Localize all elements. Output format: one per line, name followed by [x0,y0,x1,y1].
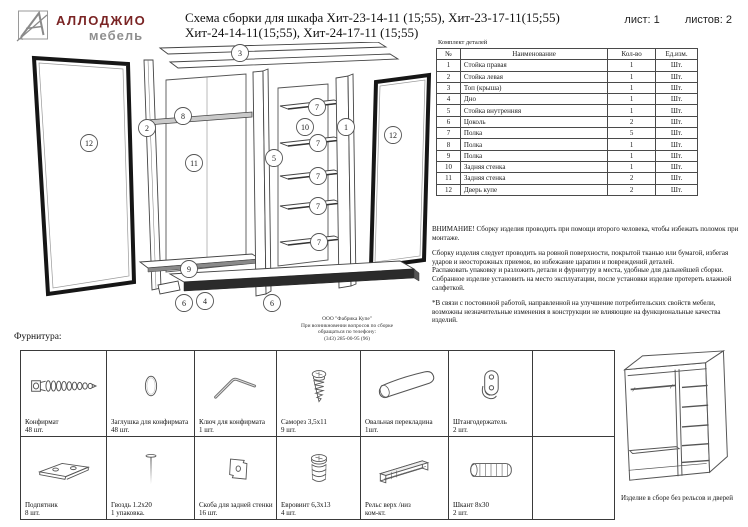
svg-text:7: 7 [316,138,320,148]
table-cell: Стойка внутренняя [460,105,607,116]
table-cell: 5 [608,128,656,139]
table-row [437,94,698,105]
table-row [437,60,698,71]
svg-text:11: 11 [190,158,198,168]
table-cell: Стойка правая [460,60,607,71]
sheets-total: листов: 2 [684,14,732,26]
manufacturer-contact [272,316,422,342]
svg-text:3: 3 [238,48,242,58]
sheet-info [602,14,732,26]
hardware-qty: 16 шт. [199,508,218,517]
foot-plate-icon [25,440,103,501]
cap-icon [111,354,191,418]
table-cell: 3 [437,82,461,93]
hardware-name: Саморез 3,5х11 [281,417,327,426]
screw-icon [281,354,357,418]
hardware-cell [277,437,361,520]
table-cell: 4 [437,94,461,105]
table-cell: Шт. [656,150,698,161]
hardware-section-label: Фурнитура: [14,332,62,342]
table-header-cell: Ед.изм. [656,49,698,60]
hardware-qty: 8 шт. [25,508,40,517]
table-cell: 9 [437,150,461,161]
part-callout [81,135,98,152]
hardware-label [281,418,357,434]
part-callout [264,295,281,312]
table-cell: 12 [437,184,461,195]
hardware-qty: 2 шт. [453,508,468,517]
table-header-cell: Наименование [460,49,607,60]
hardware-qty: 1 шт. [199,425,214,434]
table-cell: 1 [608,139,656,150]
svg-text:9: 9 [187,264,191,274]
nail-icon [111,440,191,501]
table-cell: Шт. [656,116,698,127]
hardware-label [199,418,273,434]
contact-note1: При возникновении вопросов по сборке [300,322,394,329]
svg-text:4: 4 [203,296,207,306]
table-cell: 1 [437,60,461,71]
table-cell: Дверь купе [460,184,607,195]
hardware-name: Конфирмат [25,417,59,426]
table-cell: Шт. [656,60,698,71]
part-callout [266,150,283,167]
table-row [437,184,698,195]
table-cell: Шт. [656,105,698,116]
hardware-label [453,418,529,434]
hardware-name: Гвоздь 1.2х20 [111,500,152,509]
table-cell: 1 [608,94,656,105]
svg-text:12: 12 [389,130,397,140]
table-cell: 6 [437,116,461,127]
hardware-name: Овальная перекладина [365,417,433,426]
part-callout [310,198,327,215]
part-callout [311,234,328,251]
dowel-icon [453,440,529,501]
part-callout [197,293,214,310]
hardware-qty: 48 шт. [25,425,44,434]
assembled-wardrobe-caption: Изделие в сборе без рельсов и дверей [620,494,734,502]
table-cell: 11 [437,173,461,184]
table-header-cell: Кол-во [608,49,656,60]
hex-key-icon [199,354,273,418]
hardware-label [25,501,103,517]
hardware-label [365,418,445,434]
svg-text:8: 8 [181,111,185,121]
hardware-label [365,501,445,517]
table-cell: 2 [437,71,461,82]
hardware-qty: 4 шт. [281,508,296,517]
svg-text:7: 7 [317,237,321,247]
table-row [437,82,698,93]
table-row [437,139,698,150]
table-row [437,71,698,82]
table-cell: 1 [608,161,656,172]
hardware-cell-empty [533,351,615,437]
table-row [437,116,698,127]
hardware-label [453,501,529,517]
part-callout [385,127,402,144]
svg-text:6: 6 [270,298,274,308]
svg-text:10: 10 [301,122,309,132]
svg-text:6: 6 [182,298,186,308]
table-row [437,173,698,184]
table-cell: Шт. [656,173,698,184]
hardware-label [199,501,273,517]
table-cell: 2 [608,184,656,195]
table-cell: 2 [608,173,656,184]
hardware-name: Заглушка для конфирмата [111,417,189,426]
sheet-number: лист: 1 [624,14,660,26]
table-cell: Цоколь [460,116,607,127]
part-callout [232,45,249,62]
hardware-cell [449,437,533,520]
rail-icon [365,440,445,501]
table-header-row [437,49,698,60]
table-cell: 7 [437,128,461,139]
table-cell: 1 [608,82,656,93]
hardware-label [111,501,191,517]
table-cell: 8 [437,139,461,150]
assembled-wardrobe-drawing [612,346,748,494]
svg-text:7: 7 [316,171,320,181]
part-callout [176,295,193,312]
oval-rod-icon [365,354,445,418]
table-cell: 1 [608,150,656,161]
part-callout [139,120,156,137]
table-cell: Шт. [656,94,698,105]
part-callout [181,261,198,278]
hardware-cell [195,437,277,520]
brand-logo-icon [16,8,50,42]
hardware-name: Евровинт 6,3х13 [281,500,331,509]
brand-line2: мебель [88,28,144,43]
table-cell: Шт. [656,184,698,195]
table-cell: Полка [460,128,607,139]
hardware-qty: 48 шт. [111,425,130,434]
table-cell: Дно [460,94,607,105]
table-cell: Шт. [656,161,698,172]
part-callout [310,168,327,185]
rod-holder-icon [453,354,529,418]
svg-text:5: 5 [272,153,276,163]
hardware-name: Шкант 8х30 [453,500,490,509]
table-cell: Шт. [656,71,698,82]
hardware-label [25,418,103,434]
hardware-qty: ком-кт. [365,508,386,517]
table-cell: Шт. [656,82,698,93]
table-row [437,150,698,161]
note-paragraph: Распаковать упаковку и разложить детали и фурнитуру в места, удобные для дальнейшей сборки. [432,266,724,275]
table-cell: Полка [460,139,607,150]
hardware-cell [361,437,449,520]
svg-text:1: 1 [344,122,348,132]
note-paragraph: Сборку изделия следует проводить на ровной поверхности, покрытой тканью или бумагой, избегая ударов и неосторожных приемов, во избежание царапин и повреждений деталей. [432,249,729,266]
parts-table-body [437,60,698,196]
table-cell: Стойка левая [460,71,607,82]
hardware-cell [107,351,195,437]
hardware-name: Штангодержатель [453,417,507,426]
note-paragraph: *В связи с постоянной работой, направленной на улучшение потребительских свойств мебели, возможны незначительные изменения в конструкции не влияющие на функциональные качества изделий. [432,299,721,325]
part-callout [309,99,326,116]
table-cell: Задняя стенка [460,173,607,184]
parts-table-caption: Комплект деталей [438,39,488,46]
hardware-label [281,501,357,517]
svg-text:2: 2 [145,123,149,133]
part-callout [297,119,314,136]
hardware-cell [195,351,277,437]
table-cell: Задняя стенка [460,161,607,172]
note-paragraph: ВНИМАНИЕ! Сборку изделия проводить при помощи второго человека, чтобы избежать поломок при монтаже. [432,225,739,242]
table-row [437,161,698,172]
brand-name [56,13,176,43]
hardware-cell [361,351,449,437]
part-callout [175,108,192,125]
hardware-qty: 2 шт. [453,425,468,434]
table-cell: 5 [437,105,461,116]
table-cell: 10 [437,161,461,172]
svg-text:12: 12 [85,138,93,148]
contact-phone: (343) 285-00-95 (96) [324,335,370,342]
hardware-name: Рельс верх /низ [365,500,411,509]
table-cell: Шт. [656,139,698,150]
table-cell: 1 [608,60,656,71]
hardware-cell [21,351,107,437]
confirmat-screw-icon [25,354,103,418]
part-callout [338,119,355,136]
page-title [185,11,560,40]
brand-line1: АЛЛОДЖИО [56,13,147,28]
part-callout [310,135,327,152]
hardware-name: Скоба для задней стенки [199,500,273,509]
contact-note2: обращаться по телефону: [318,329,376,336]
hardware-qty: 1 упаковка. [111,508,145,517]
euro-screw-icon [281,440,357,501]
table-cell: Полка [460,150,607,161]
table-cell: 2 [608,116,656,127]
hardware-name: Ключ для конфирмата [199,417,265,426]
table-cell: Топ (крыша) [460,82,607,93]
hardware-cell [277,351,361,437]
hardware-qty: 1шт. [365,425,379,434]
table-row [437,128,698,139]
table-header-cell: № [437,49,461,60]
title-line1: Схема сборки для шкафа Хит-23-14-11 (15;55), Хит-23-17-11(15;55) [185,10,560,25]
contact-company: ООО "Фабрика Купе" [322,316,372,322]
parts-table [436,48,698,196]
hardware-name: Подпятник [25,500,58,509]
table-cell: 1 [608,105,656,116]
hardware-cell-empty [533,437,615,520]
table-cell: Шт. [656,128,698,139]
svg-text:7: 7 [315,102,319,112]
svg-text:7: 7 [316,201,320,211]
note-paragraph: Собранное изделие установить на место эксплуатации, после установки изделие протереть влажной салфеткой. [432,274,732,292]
hardware-cell [107,437,195,520]
hardware-grid [20,350,615,520]
hardware-label [111,418,191,434]
table-cell: 1 [608,71,656,82]
title-line2: Хит-24-14-11(15;55), Хит-24-17-11 (15;55) [185,24,419,40]
assembly-diagram [20,42,432,334]
bracket-icon [199,440,273,501]
table-row [437,105,698,116]
hardware-qty: 9 шт. [281,425,296,434]
hardware-cell [21,437,107,520]
assembly-notes [432,225,746,325]
hardware-cell [449,351,533,437]
part-callout [186,155,203,172]
